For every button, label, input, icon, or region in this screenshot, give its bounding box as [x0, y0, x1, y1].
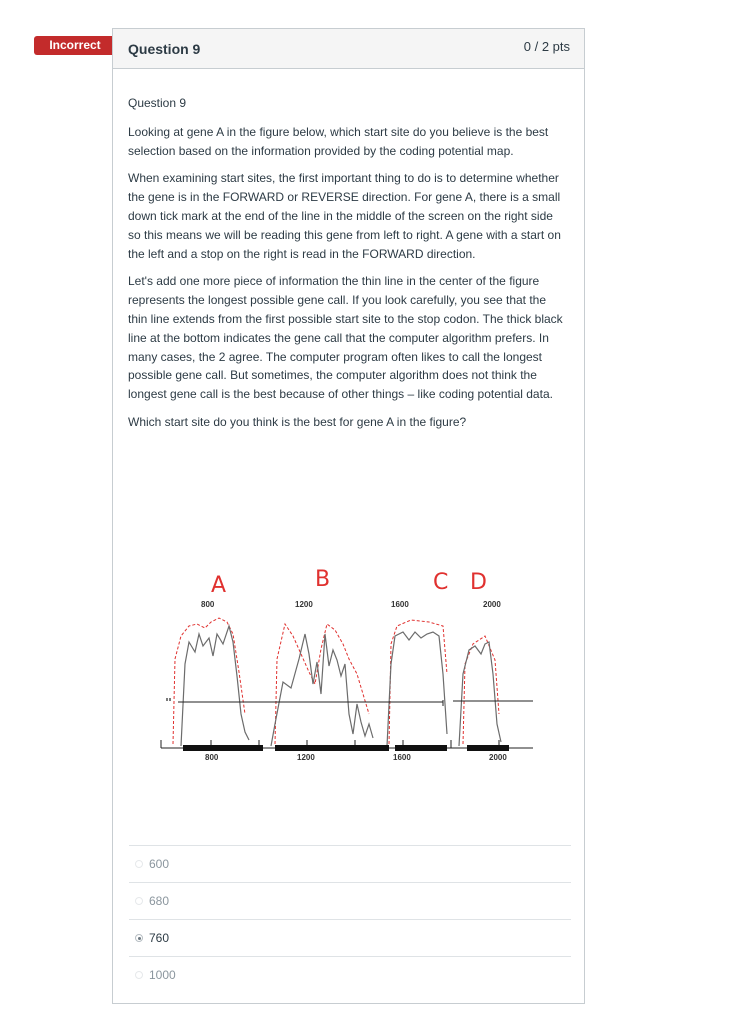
radio-button-selected[interactable]: [135, 934, 143, 942]
coding-curve: [271, 634, 373, 746]
answer-option-selected[interactable]: [129, 919, 571, 956]
gene-call-bar: [467, 745, 509, 751]
gene-call-bar: [395, 745, 447, 751]
gene-label-a: A: [211, 573, 227, 598]
answer-label: 760: [149, 931, 170, 945]
top-tick-label: 1200: [295, 600, 313, 609]
gene-label-d: D: [470, 570, 487, 595]
coding-curve: [181, 626, 249, 746]
gene-call-bar: [275, 745, 389, 751]
gene-call-bar: [183, 745, 263, 751]
question-paragraph: Looking at gene A in the figure below, which start site do you believe is the best selection based on the information provided by the coding potential map.: [128, 124, 549, 158]
question-paragraph: When examining start sites, the first important thing to do is to determine whether the gene is in the FORWARD or REVERSE direction. For gene A, there is a small down tick mark at the end of the line in the middle of the screen on the right side so this means we will be reading this gene from left to right. A gene with a start on the left and a stop on the right is read in the FORWARD direction.: [128, 171, 561, 261]
question-title: Question 9: [128, 41, 201, 57]
incorrect-label: Incorrect: [49, 38, 101, 52]
question-header: [113, 29, 584, 69]
coding-curve: [387, 632, 447, 746]
incorrect-flag: [34, 36, 124, 55]
top-tick-label: 2000: [483, 600, 501, 609]
answer-label: 680: [149, 894, 170, 908]
coding-potential-figure: [153, 564, 553, 789]
dashed-coding-curve: [389, 620, 447, 744]
top-tick-label: 1600: [391, 600, 409, 609]
gene-label-c: C: [433, 570, 449, 595]
answer-label: 600: [149, 857, 170, 871]
points-score: 0 / 2 pts: [523, 39, 570, 54]
answer-option[interactable]: [129, 882, 571, 919]
coding-curve: [459, 642, 501, 746]
answer-option[interactable]: [129, 845, 571, 882]
answer-option[interactable]: [129, 956, 571, 993]
bottom-tick-label: 1600: [393, 753, 411, 762]
question-paragraph: Let's add one more piece of information the thin line in the center of the figure represents the longest possible gene call. If you look carefully, you see that the thin line extends from the first possible start site to the stop codon. The thick black line at the bottom indicates the gene call that the computer algorithm prefers. In many cases, the 2 agree. The computer program often likes to call the longest possible gene call. But sometimes, the computer algorithm does not think the longest gene call is the best because of other things – like coding potential data.: [128, 274, 563, 402]
gene-label-b: B: [315, 567, 331, 592]
top-tick-label: 800: [201, 600, 215, 609]
answer-label: 1000: [149, 968, 176, 982]
question-label: Question 9: [128, 96, 187, 110]
bottom-tick-label: 2000: [489, 753, 507, 762]
radio-button[interactable]: [135, 897, 143, 905]
bottom-tick-label: 1200: [297, 753, 315, 762]
answer-list: [129, 845, 571, 993]
question-text: [128, 94, 568, 441]
question-card: [112, 28, 585, 1004]
radio-button[interactable]: [135, 860, 143, 868]
bottom-tick-label: 800: [205, 753, 219, 762]
question-paragraph: Which start site do you think is the best for gene A in the figure?: [128, 414, 467, 429]
radio-button[interactable]: [135, 971, 143, 979]
